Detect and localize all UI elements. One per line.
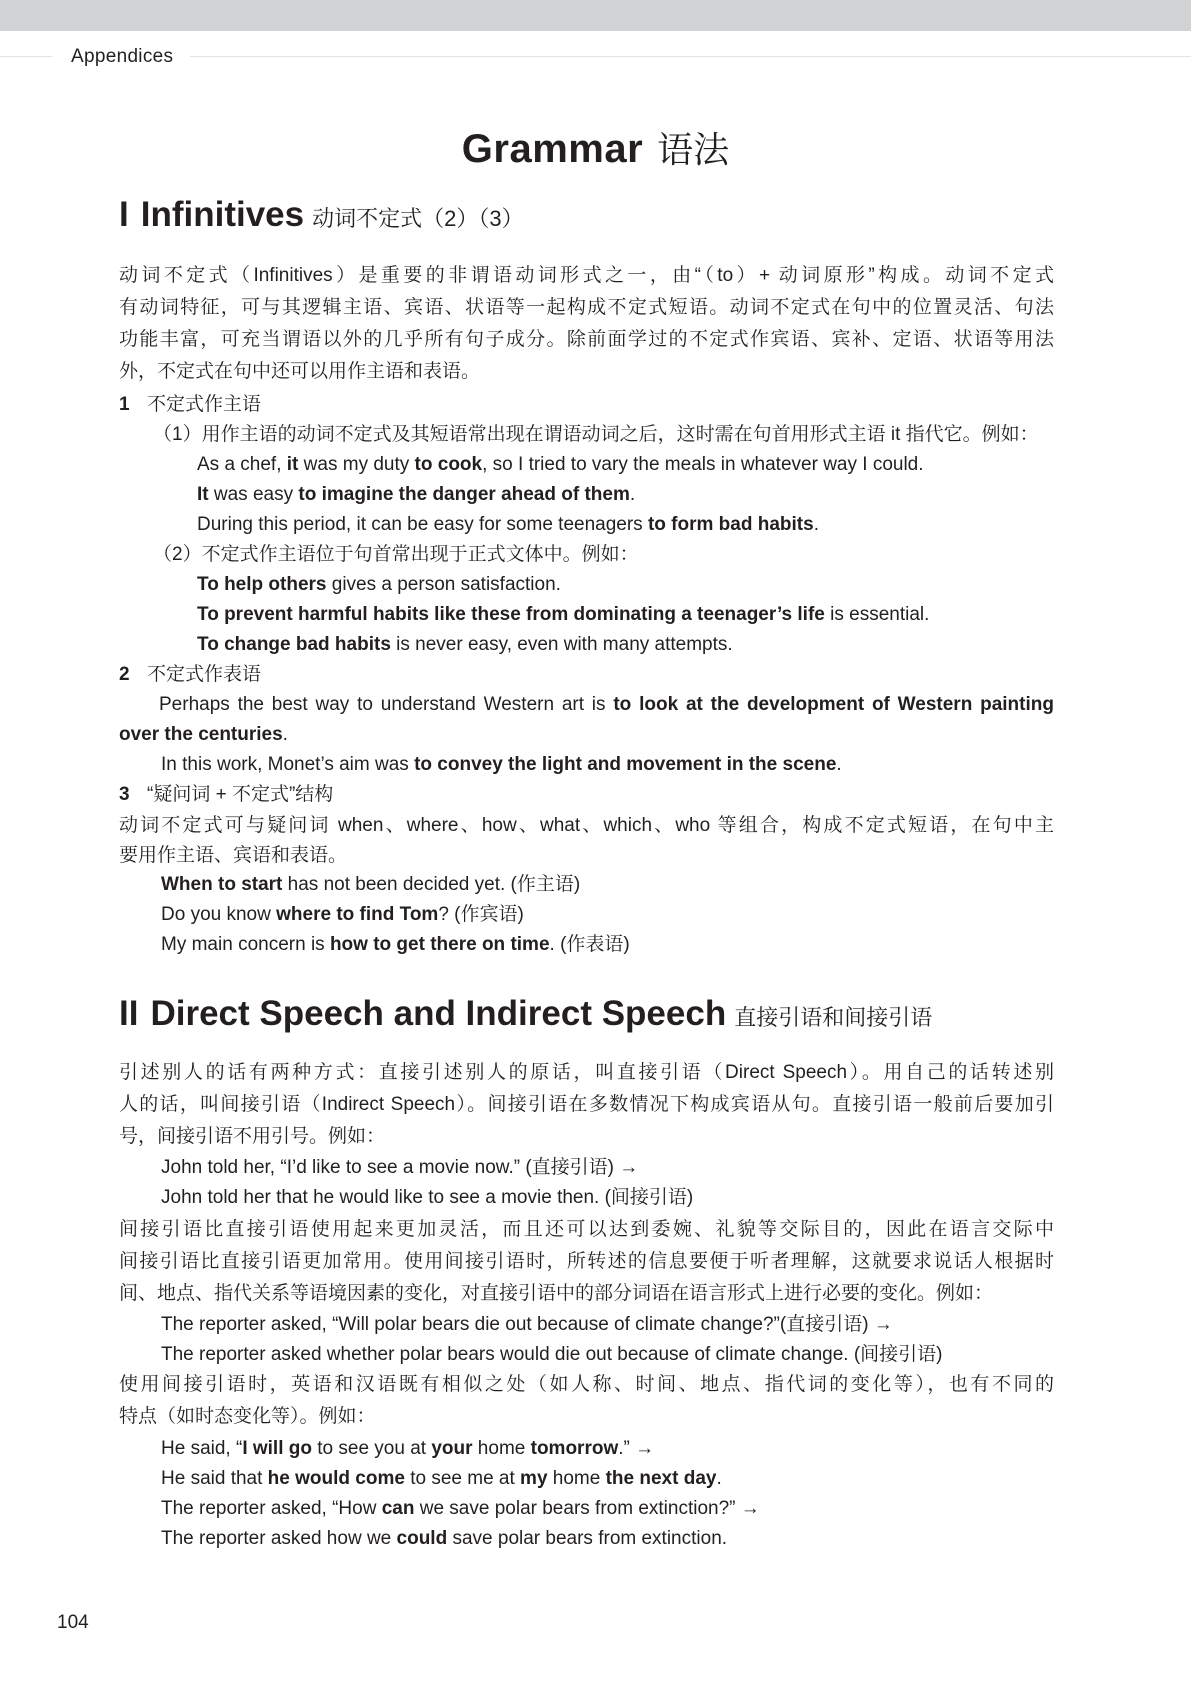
ex-bold: over the centuries — [119, 724, 283, 745]
ex-text: was easy — [208, 484, 299, 505]
ex-text: home — [547, 1468, 606, 1489]
ex-bold: where to find Tom — [276, 904, 439, 925]
section-2-para-1-line-2: 人的话，叫间接引语（Indirect Speech）。间接引语在多数情况下构成宾语从句。直接引语一般前后要加引 — [119, 1094, 1054, 1115]
example-4a — [161, 870, 580, 900]
ex-text: Do you know — [161, 904, 277, 925]
ex-text: . — [813, 514, 819, 535]
example-2a — [197, 570, 561, 600]
speech-example-4: The reporter asked whether polar bears would die out because of climate change. (间接引语) — [161, 1344, 943, 1365]
ex-text: .” → — [618, 1438, 655, 1459]
ex-bold: tomorrow — [530, 1438, 619, 1459]
ex-bold: I will go — [242, 1438, 312, 1459]
section-1-intro-line-3: 功能丰富，可充当谓语以外的几乎所有句子成分。除前面学过的不定式作宾语、宾补、定语、状语等用法 — [119, 329, 1054, 350]
section-2-para-2-line-3: 间、地点、指代关系等语境因素的变化，对直接引语中的部分词语在语言形式上进行必要的变化。例如： — [119, 1283, 994, 1304]
speech-example-2: John told her that he would like to see a movie then. (间接引语) — [161, 1187, 694, 1208]
item-2-heading — [119, 660, 261, 690]
ex-text: Perhaps the best way to understand Western art is — [159, 694, 614, 715]
example-1a — [197, 450, 924, 480]
sub-2-text: （2）不定式作主语位于句首常出现于正式文体中。例如： — [153, 544, 639, 565]
section-1-intro-line-4: 外，不定式在句中还可以用作主语和表语。 — [119, 361, 481, 382]
section-1-title-en: Infinitives — [140, 195, 305, 234]
example-2c — [197, 630, 733, 660]
ex-text: . — [836, 754, 842, 775]
example-4c — [161, 930, 630, 960]
ex-bold: my — [520, 1468, 548, 1489]
section-2-para-1-line-1: 引述别人的话有两种方式：直接引述别人的原话，叫直接引语（Direct Speech）。用自己的话转述别 — [119, 1062, 1054, 1083]
speech-example-1: John told her, “I’d like to see a movie now.” (直接引语) → — [161, 1157, 639, 1178]
ex-bold: To help others — [197, 574, 327, 595]
example-3a-line-2 — [119, 720, 288, 750]
ex-text: The reporter asked how we — [161, 1528, 397, 1549]
ex-bold: To change bad habits — [197, 634, 391, 655]
example-1b — [197, 480, 635, 510]
ex-text: is never easy, even with many attempts. — [390, 634, 733, 655]
section-2-para-2-line-1: 间接引语比直接引语使用起来更加灵活，而且还可以达到委婉、礼貌等交际目的，因此在语言交际中 — [119, 1219, 1054, 1240]
section-2-para-2-line-2: 间接引语比直接引语更加常用。使用间接引语时，所转述的信息要便于听者理解，这就要求说话人根据时 — [119, 1251, 1054, 1272]
section-2-number: II — [119, 994, 139, 1033]
ex-text: . — [716, 1468, 722, 1489]
item-2-number: 2 — [119, 664, 130, 685]
section-2-para-3-line-2: 特点（如时态变化等）。例如： — [119, 1406, 376, 1427]
ex-text: gives a person satisfaction. — [326, 574, 561, 595]
section-1-number: I — [119, 195, 129, 234]
ex-text: He said, “ — [161, 1438, 243, 1459]
ex-bold: it — [286, 454, 299, 475]
speech-example-8 — [161, 1524, 727, 1554]
ex-text: My main concern is — [161, 934, 330, 955]
page-title-en: Grammar — [461, 127, 644, 171]
section-1-intro-line-2: 有动词特征，可与其逻辑主语、宾语、状语等一起构成不定式短语。动词不定式在句中的位置灵活、句法 — [119, 297, 1054, 318]
ex-text: is essential. — [824, 604, 930, 625]
speech-example-3: The reporter asked, “Will polar bears die out because of climate change?”(直接引语) → — [161, 1314, 893, 1335]
ex-text: has not been decided yet. (作主语) — [282, 874, 581, 895]
speech-example-7 — [161, 1494, 760, 1524]
ex-bold: to convey the light and movement in the scene — [414, 754, 837, 775]
section-2-para-3-line-1: 使用间接引语时，英语和汉语既有相似之处（如人称、时间、地点、指代词的变化等），也有不同的 — [119, 1374, 1054, 1395]
speech-example-5 — [161, 1434, 654, 1464]
ex-bold: could — [396, 1528, 448, 1549]
speech-example-6 — [161, 1464, 722, 1494]
ex-bold: To prevent harmful habits like these from dominating a teenager’s life — [197, 604, 825, 625]
running-head: Appendices — [71, 46, 174, 67]
ex-text: to see me at — [404, 1468, 521, 1489]
ex-text: . — [629, 484, 636, 505]
header-rule-left — [0, 56, 52, 57]
item-3-number: 3 — [119, 784, 130, 805]
ex-bold: to look at the development of Western painting — [613, 694, 1054, 715]
ex-bold: how to get there on time — [329, 934, 550, 955]
header-rule-right — [190, 56, 1191, 57]
ex-bold: your — [431, 1438, 473, 1459]
section-1-intro-line-1: 动词不定式（Infinitives）是重要的非谓语动词形式之一，由“（to）+ 动词原形”构成。动词不定式 — [119, 265, 1054, 286]
ex-text: The reporter asked, “How — [161, 1498, 382, 1519]
ex-bold: to form bad habits — [647, 514, 814, 535]
example-3a-line-1 — [159, 689, 1054, 721]
ex-text: . (作表语) — [549, 934, 630, 955]
ex-bold: the next day — [605, 1468, 717, 1489]
top-gray-bar — [0, 0, 1191, 31]
ex-text: During this period, it can be easy for some teenagers — [197, 514, 648, 535]
ex-text: He said that — [161, 1468, 268, 1489]
page-number: 104 — [57, 1612, 89, 1633]
page-title-zh: 语法 — [657, 129, 730, 170]
item-3-heading — [119, 780, 333, 810]
ex-bold: he would come — [267, 1468, 405, 1489]
ex-text: to see you at — [311, 1438, 432, 1459]
ex-text: , so I tried to vary the meals in whatever way I could. — [482, 454, 924, 475]
example-3b — [161, 750, 842, 780]
ex-bold: When to start — [161, 874, 283, 895]
section-2-title-zh: 直接引语和间接引语 — [734, 1005, 933, 1030]
example-1c — [197, 510, 819, 540]
item-3-text-line-1: 动词不定式可与疑问词 when、where、how、what、which、who 等组合，构成不定式短语，在句中主 — [119, 815, 1054, 836]
item-1-number: 1 — [119, 394, 130, 415]
ex-text: In this work, Monet’s aim was — [161, 754, 415, 775]
section-1-heading — [119, 195, 524, 235]
item-1-label: 不定式作主语 — [147, 394, 262, 415]
section-1-title-zh: 动词不定式（2）（3） — [312, 206, 524, 231]
section-2-para-1-line-3: 号，间接引语不用引号。例如： — [119, 1126, 386, 1147]
page-title — [0, 122, 1191, 173]
section-2-heading — [119, 994, 932, 1034]
ex-text: was my duty — [298, 454, 415, 475]
ex-bold: It — [197, 484, 209, 505]
example-2b — [197, 600, 929, 630]
sub-1-text: （1）用作主语的动词不定式及其短语常出现在谓语动词之后，这时需在句首用形式主语 it 指代它。例如： — [153, 424, 1039, 445]
item-3-label: “疑问词 + 不定式”结构 — [147, 784, 334, 805]
item-3-text-line-2: 要用作主语、宾语和表语。 — [119, 845, 348, 866]
ex-text: we save polar bears from extinction?” → — [414, 1498, 760, 1519]
ex-text: ? (作宾语) — [438, 904, 524, 925]
example-4b — [161, 900, 524, 930]
item-2-label: 不定式作表语 — [147, 664, 262, 685]
section-2-title-en: Direct Speech and Indirect Speech — [150, 994, 727, 1033]
ex-text: As a chef, — [197, 454, 287, 475]
item-1-heading — [119, 390, 261, 420]
ex-text: home — [472, 1438, 531, 1459]
ex-text: save polar bears from extinction. — [447, 1528, 728, 1549]
ex-text: . — [282, 724, 288, 745]
ex-bold: to cook — [414, 454, 483, 475]
ex-bold: can — [381, 1498, 415, 1519]
ex-bold: to imagine the danger ahead of them — [298, 484, 630, 505]
